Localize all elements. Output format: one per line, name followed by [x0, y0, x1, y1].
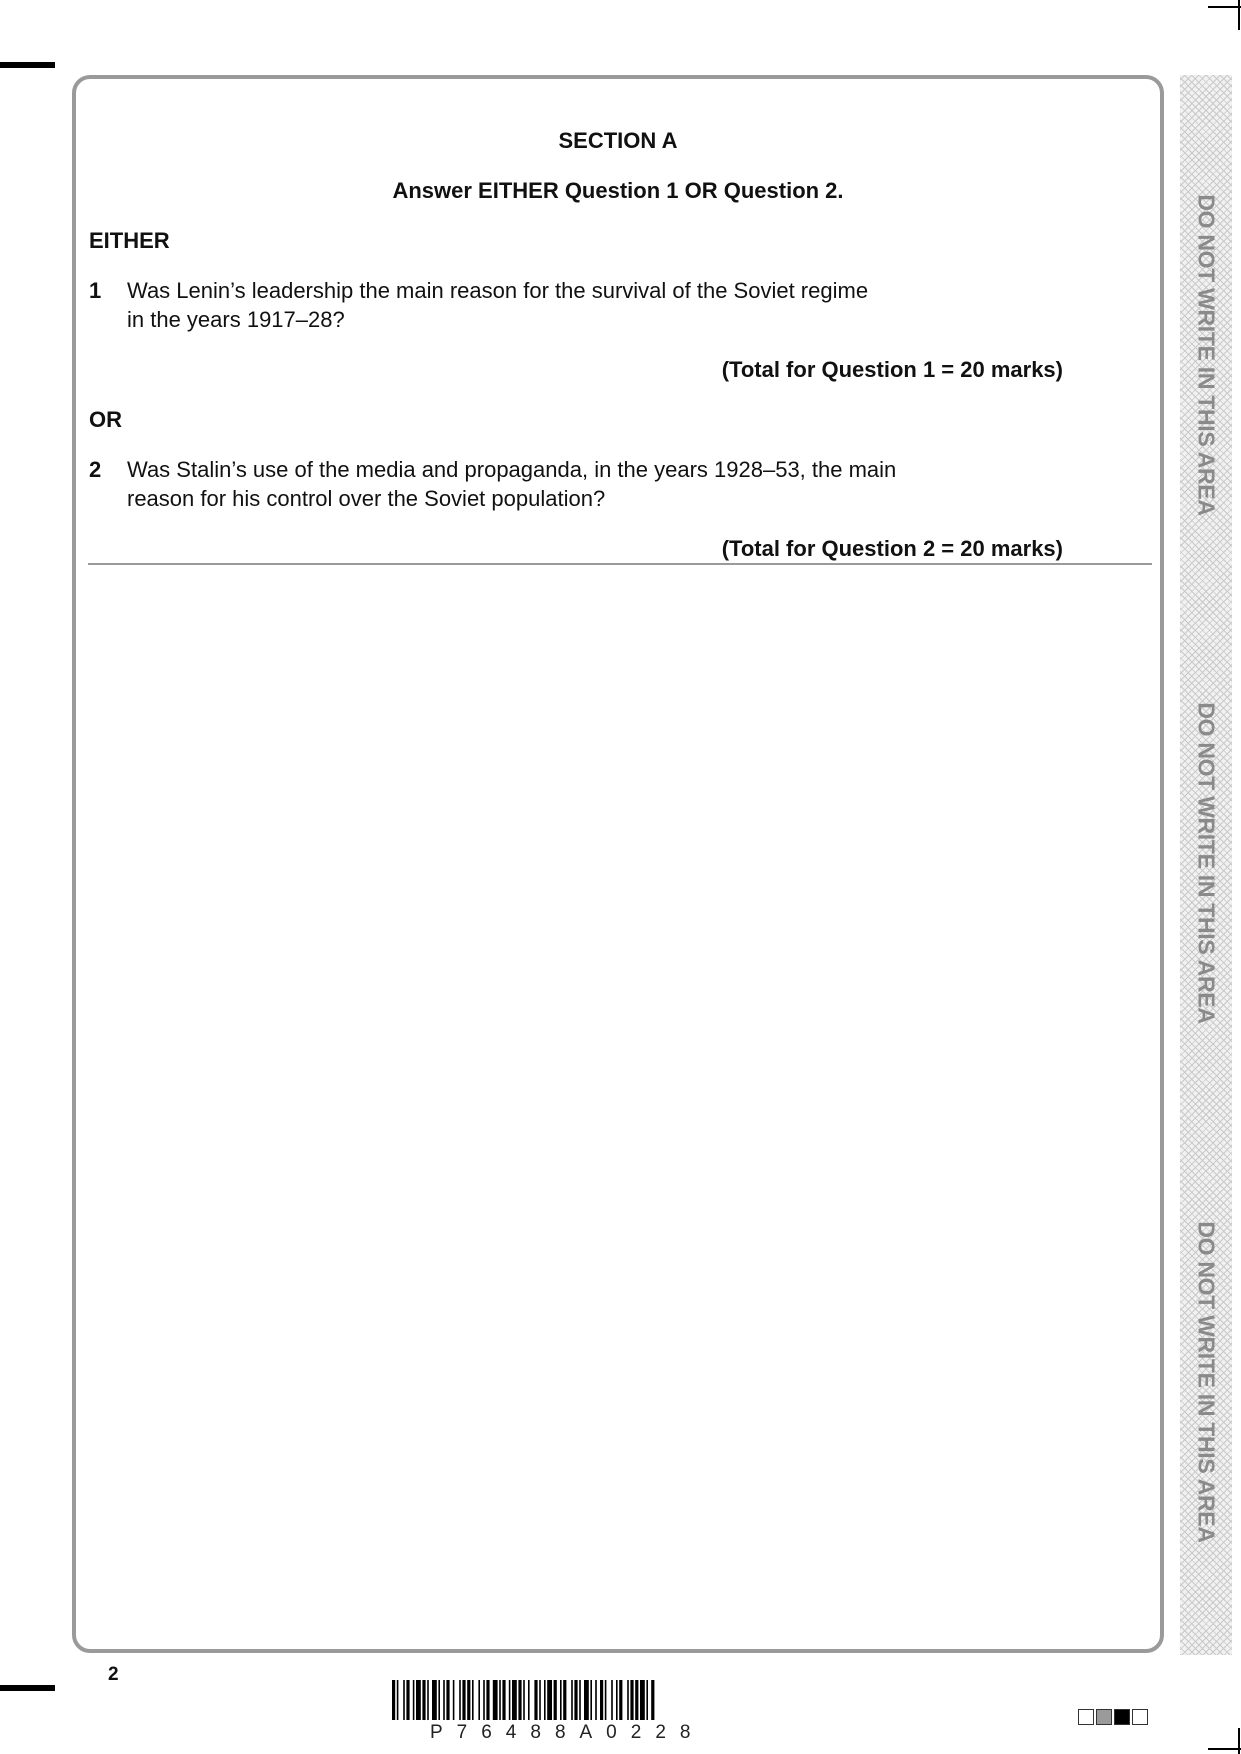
- barcode-bar: [574, 1680, 577, 1720]
- barcode-bar: [467, 1680, 470, 1720]
- question-1-line-1: Was Lenin’s leadership the main reason for the survival of the Soviet regime: [127, 278, 869, 303]
- barcode-bar: [493, 1680, 498, 1720]
- barcode-bar: [539, 1680, 541, 1720]
- barcode-bar: [560, 1680, 562, 1720]
- barcode-bar: [453, 1680, 455, 1720]
- question-2-line-2: reason for his control over the Soviet population?: [127, 486, 606, 511]
- question-1-line-2: in the years 1917–28?: [127, 307, 345, 332]
- barcode-bar: [646, 1680, 648, 1720]
- question-2-line-1: Was Stalin’s use of the media and propaganda, in the years 1928–53, the main: [127, 457, 897, 482]
- barcode-bar: [528, 1680, 530, 1720]
- or-label: OR: [89, 407, 122, 432]
- barcode-bar: [635, 1680, 638, 1720]
- barcode-bar: [427, 1680, 429, 1720]
- barcode-bar: [422, 1680, 425, 1720]
- barcode-bar: [403, 1680, 405, 1720]
- barcode-bar: [397, 1680, 399, 1720]
- barcode-bar: [512, 1680, 517, 1720]
- barcode-bar: [595, 1680, 597, 1720]
- barcode-bar: [571, 1680, 573, 1720]
- barcode-number: P76488A0228: [430, 1722, 705, 1743]
- barcode-bar: [443, 1680, 445, 1720]
- barcode-bar: [534, 1680, 537, 1720]
- barcode-bar: [432, 1680, 437, 1720]
- barcode-bar: [630, 1680, 633, 1720]
- barcode-bar: [600, 1680, 603, 1720]
- barcode-bar: [499, 1680, 501, 1720]
- barcode-bar: [651, 1680, 654, 1720]
- question-1-number: 1: [89, 278, 102, 303]
- question-divider: [88, 563, 1152, 565]
- barcode-bar: [438, 1680, 440, 1720]
- barcode: [392, 1680, 847, 1720]
- barcode-bar: [611, 1680, 613, 1720]
- barcode-bar: [619, 1680, 622, 1720]
- barcode-bar: [640, 1680, 645, 1720]
- barcode-bar: [416, 1680, 421, 1720]
- barcode-bar: [544, 1680, 546, 1720]
- page-number: 2: [108, 1664, 119, 1685]
- registration-mark-top-right: [1208, 6, 1241, 8]
- either-label: EITHER: [89, 228, 170, 253]
- pattern-square-1: [1078, 1709, 1094, 1725]
- barcode-bar: [478, 1680, 480, 1720]
- registration-mark-top-right-v: [1238, 0, 1240, 30]
- barcode-bar: [483, 1680, 485, 1720]
- barcode-bar: [616, 1680, 618, 1720]
- barcode-bar: [627, 1680, 629, 1720]
- barcode-bar: [547, 1680, 552, 1720]
- question-1-total: (Total for Question 1 = 20 marks): [721, 357, 1063, 382]
- page-pattern-squares: [1078, 1709, 1148, 1725]
- section-heading: SECTION A: [558, 128, 678, 153]
- pattern-square-2: [1096, 1709, 1112, 1725]
- barcode-bar: [472, 1680, 474, 1720]
- barcode-bar: [563, 1680, 566, 1720]
- registration-mark-bottom-right: [1208, 1748, 1241, 1750]
- registration-mark-top-left: [0, 62, 55, 68]
- section-instruction: Answer EITHER Question 1 OR Question 2.: [392, 178, 844, 203]
- registration-mark-bottom-left: [0, 1685, 55, 1691]
- barcode-bar: [459, 1680, 461, 1720]
- pattern-square-4: [1132, 1709, 1148, 1725]
- pattern-square-3: [1114, 1709, 1130, 1725]
- barcode-bar: [509, 1680, 511, 1720]
- barcode-bar: [502, 1680, 505, 1720]
- question-2-total: (Total for Question 2 = 20 marks): [721, 536, 1063, 561]
- barcode-bar: [413, 1680, 415, 1720]
- barcode-bar: [523, 1680, 525, 1720]
- question-2-number: 2: [89, 457, 102, 482]
- barcode-bar: [462, 1680, 465, 1720]
- barcode-bar: [584, 1680, 589, 1720]
- barcode-bar: [486, 1680, 489, 1720]
- barcode-bar: [605, 1680, 607, 1720]
- barcode-bar: [406, 1680, 409, 1720]
- registration-mark-bottom-right-v: [1238, 1728, 1240, 1754]
- barcode-bar: [392, 1680, 395, 1720]
- barcode-bar: [579, 1680, 581, 1720]
- barcode-bar: [554, 1680, 557, 1720]
- barcode-bar: [518, 1680, 521, 1720]
- barcode-bar: [590, 1680, 592, 1720]
- barcode-bar: [446, 1680, 449, 1720]
